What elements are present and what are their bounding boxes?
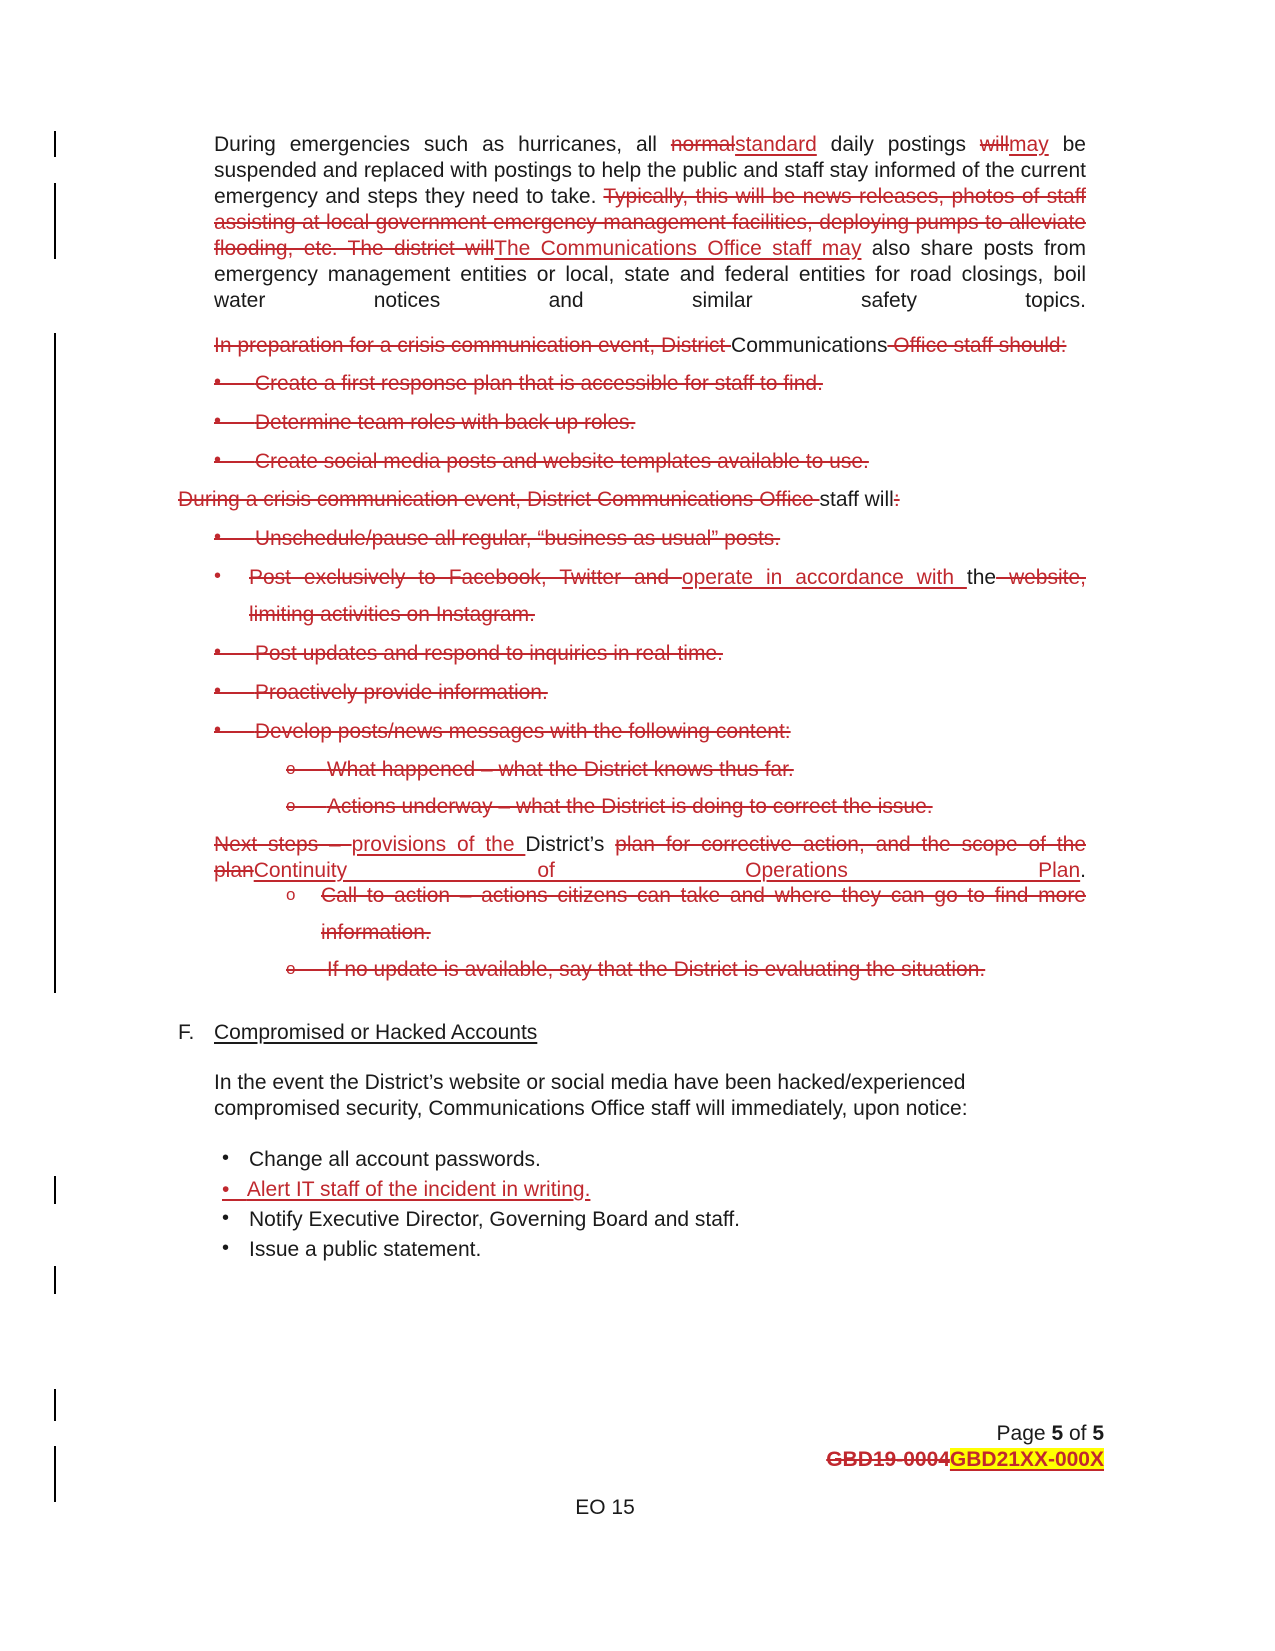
list-item: Create a first response plan that is accessible for staff to find. xyxy=(254,372,823,395)
circle-bullet-icon: o xyxy=(286,796,296,815)
bullet-icon: • xyxy=(214,371,222,393)
section-intro: In the event the District’s website or social media have been hacked/experienced compromised security, Communications Office staff will immediately, upon notice: xyxy=(214,1071,968,1120)
footer-center-label: EO 15 xyxy=(575,1496,635,1519)
section-heading: Compromised or Hacked Accounts xyxy=(214,1021,538,1044)
sub-list-item: Call to action – actions citizens can take and where they can go to find more xyxy=(321,884,1086,907)
change-bar xyxy=(54,1176,56,1204)
change-bar xyxy=(54,131,56,157)
list-item: Determine team roles with back up roles. xyxy=(254,411,636,434)
change-bar xyxy=(54,183,56,259)
bullet-icon: • xyxy=(214,641,222,663)
list-item-continuation: limiting activities on Instagram. xyxy=(249,603,535,626)
bullet-icon: • xyxy=(214,719,222,741)
list-item: Issue a public statement. xyxy=(249,1238,482,1261)
bullet-icon: • xyxy=(214,680,222,702)
list-item: Post updates and respond to inquiries in real-time. xyxy=(254,642,723,665)
circle-bullet-icon: o xyxy=(286,959,296,978)
during-event-heading: During a crisis communication event, District Communications Office staff will: xyxy=(178,488,900,511)
bullet-icon: • xyxy=(214,449,222,471)
bullet-icon: • xyxy=(222,1237,230,1259)
section-letter: F. xyxy=(178,1021,195,1044)
list-item: Change all account passwords. xyxy=(249,1148,541,1171)
bullet-icon: • xyxy=(214,410,222,432)
bullet-icon: • xyxy=(214,565,222,587)
list-item: Notify Executive Director, Governing Board and staff. xyxy=(249,1208,741,1231)
preparation-heading: In preparation for a crisis communication event, District Communications Office staff should: xyxy=(214,334,1067,357)
document-code: GBD19-0004GBD21XX-000X xyxy=(826,1448,1104,1471)
emergency-postings-paragraph: During emergencies such as hurricanes, all normalstandard daily postings willmay be suspended and replaced with postings to help the public and staff stay informed of the current emergency and steps they need to take. Typically, this will be news releases, photos of staff assisting at local government emergency management facilities, deploying pumps to alleviate flooding, etc. The district willThe Communications Office staff may also share posts from emergency management entities or local, state and federal entities for road closings, boil water notices and similar safety topics. xyxy=(214,133,1087,312)
change-bar xyxy=(54,333,56,993)
circle-bullet-icon: o xyxy=(286,759,296,778)
bullet-icon: • xyxy=(222,1147,230,1169)
list-item: Unschedule/pause all regular, “business as usual” posts. xyxy=(254,527,781,550)
change-bar xyxy=(54,1266,56,1294)
list-item: Proactively provide information. xyxy=(254,681,548,704)
circle-bullet-icon: o xyxy=(286,885,296,904)
list-item: Create social media posts and website templates available to use. xyxy=(254,450,869,473)
sub-list-item: If no update is available, say that the District is evaluating the situation. xyxy=(326,958,986,981)
bullet-icon: • xyxy=(222,1207,230,1229)
list-item: Post exclusively to Facebook, Twitter and operate in accordance with the website, xyxy=(249,566,1086,589)
change-bar xyxy=(54,1389,56,1421)
sub-list-item: What happened – what the District knows thus far. xyxy=(326,758,794,781)
bullet-icon: • xyxy=(214,526,222,548)
sub-list-item: Actions underway – what the District is doing to correct the issue. xyxy=(326,795,933,818)
change-bar xyxy=(54,1446,56,1502)
list-item: Develop posts/news messages with the following content: xyxy=(254,720,791,743)
next-steps-paragraph: Next steps – provisions of the District’s plan for corrective action, and the scope of the planContinuity of Operations Plan. xyxy=(214,833,1086,882)
list-item: • Alert IT staff of the incident in writing. xyxy=(222,1178,591,1201)
page-number: Page 5 of 5 xyxy=(996,1422,1104,1445)
sub-list-item-continuation: information. xyxy=(321,921,431,944)
